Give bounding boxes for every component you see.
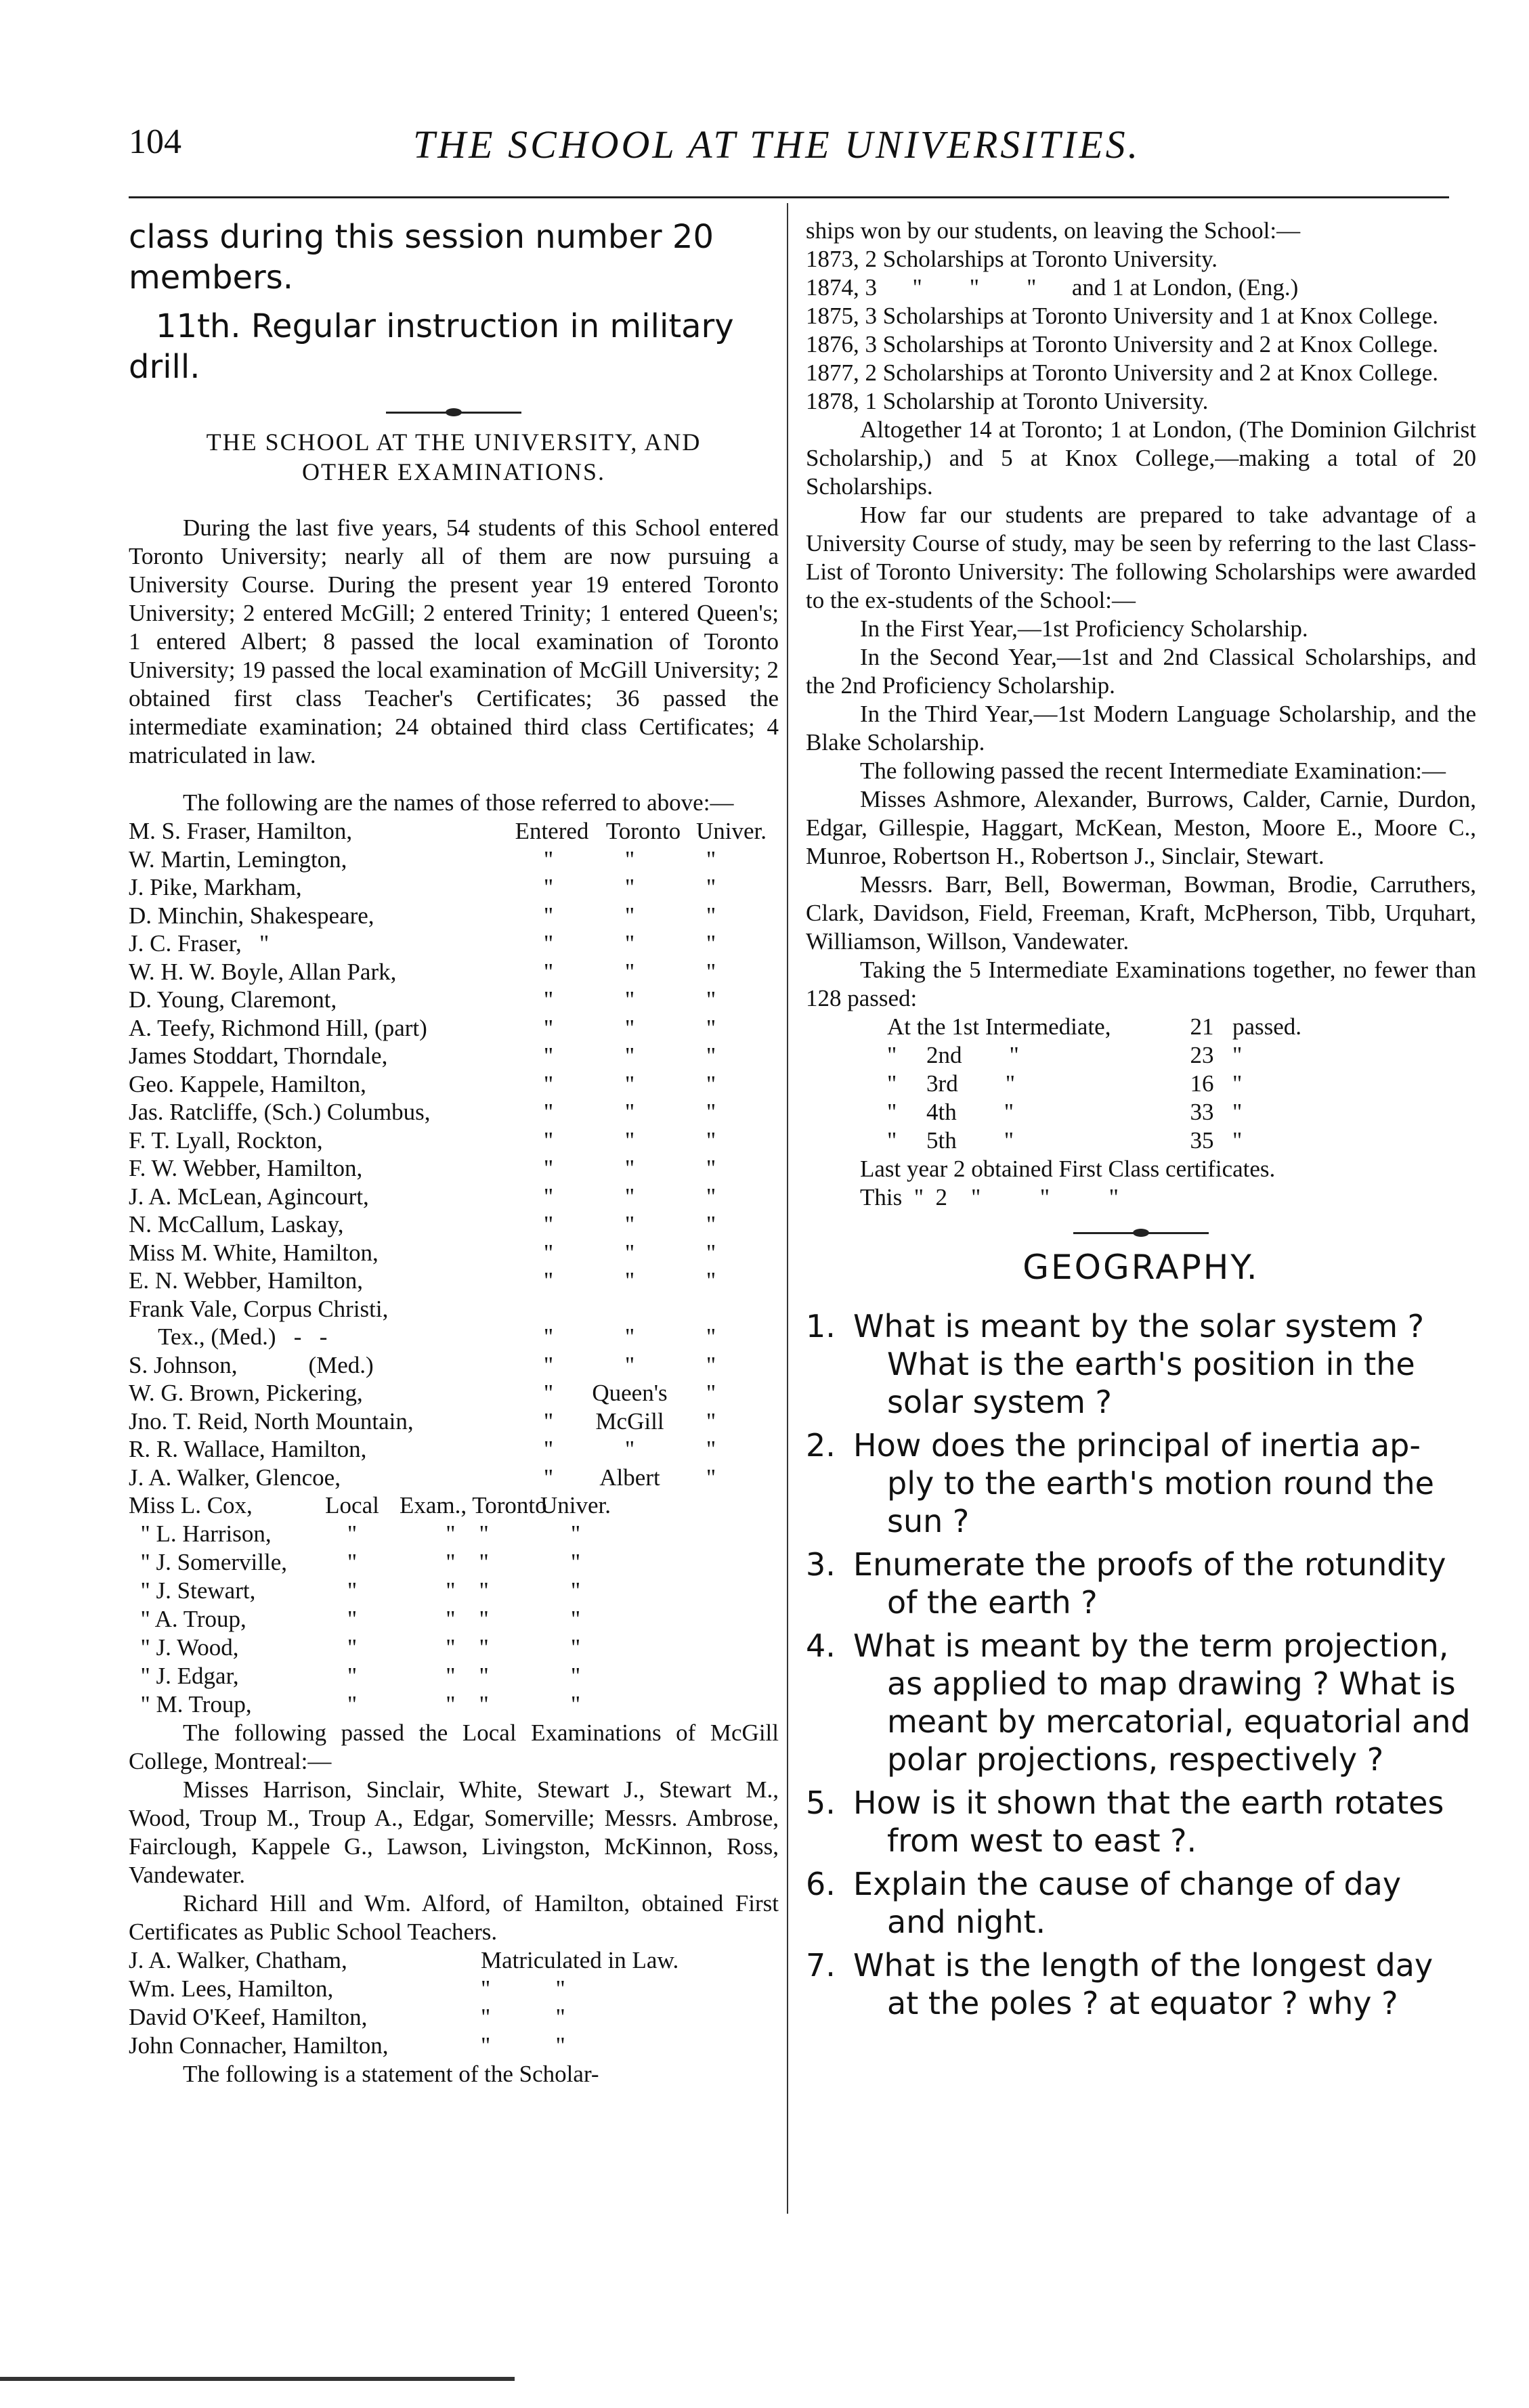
roster-university: " bbox=[706, 930, 716, 957]
roster-row bbox=[129, 1267, 779, 1295]
roster-university: " bbox=[706, 1155, 716, 1181]
roster-university: " bbox=[706, 1043, 716, 1069]
roster-institution: " bbox=[624, 1099, 635, 1125]
local-exam-cell: " " bbox=[446, 1520, 489, 1547]
roster-university: " bbox=[706, 986, 716, 1013]
roster-university bbox=[670, 1295, 752, 1323]
paragraph-five-years: During the last five years, 54 students of this School entered Toronto University; nearly all of them are now pursuing a University Course. During the present year 19 entered Toronto University; 2 entered McGill; 2 entered Trinity; 1 entered Queen's; 1 entered Albert; 8 passed the local examination of Toronto University; 19 passed the local examination of McGill University; 2 obtained first class Teacher's Certificates; 36 passed the intermediate examination; 24 obtained third class Certificates; 4 matriculated in law. bbox=[129, 515, 779, 768]
roster-status: " bbox=[543, 1351, 554, 1378]
law-status: " " bbox=[481, 2004, 565, 2030]
paragraph-misses: Misses Ashmore, Alexander, Burrows, Calder, Carnie, Durdon, Edgar, Gillespie, Haggart, McKean, Meston, Moore E., Moore C., Munroe, Robertson H., Robertson J., Sinclair, Stewart. bbox=[806, 786, 1476, 869]
running-title: THE SCHOOL AT THE UNIVERSITIES. bbox=[413, 123, 1141, 167]
roster-university: " bbox=[706, 1239, 716, 1266]
question-first-line: Explain the cause of change of day bbox=[853, 1866, 1402, 1902]
ornament-separator-geo bbox=[1073, 1232, 1209, 1234]
question-first-line: Enumerate the proofs of the rotundity bbox=[853, 1546, 1446, 1583]
question-text bbox=[853, 1307, 1476, 1421]
geography-heading: GEOGRAPHY. bbox=[1022, 1248, 1259, 1287]
roster-name: J. A. Walker, Glencoe, bbox=[129, 1464, 341, 1491]
roster-row bbox=[129, 1154, 779, 1183]
law-status: " " bbox=[481, 1975, 565, 2002]
question-continuation: What is the earth's position in the solar system ? bbox=[887, 1346, 1415, 1420]
intermediate-suffix: " bbox=[1232, 1099, 1243, 1125]
intermediate-row bbox=[806, 1098, 1476, 1126]
roster-name: D. Young, Claremont, bbox=[129, 986, 337, 1013]
roster-status: " bbox=[543, 1267, 554, 1294]
intermediate-count: 35 bbox=[1190, 1127, 1214, 1154]
question-continuation: of the earth ? bbox=[887, 1584, 1098, 1621]
roster-row bbox=[129, 873, 779, 902]
roster-name: Frank Vale, Corpus Christi, bbox=[129, 1295, 389, 1322]
left-column bbox=[129, 217, 779, 2088]
local-exam-cell: " M. Troup, bbox=[129, 1691, 252, 1717]
paragraph-second-year: In the Second Year,—1st and 2nd Classical Scholarships, and the 2nd Proficiency Scholarship. bbox=[806, 644, 1476, 699]
paragraph-names-intro: The following are the names of those referred to above:— bbox=[183, 789, 734, 816]
question-first-line: What is meant by the solar system ? bbox=[853, 1308, 1425, 1344]
question-text bbox=[853, 1946, 1476, 2022]
geography-question bbox=[806, 1546, 1476, 1621]
roster-name: E. N. Webber, Hamilton, bbox=[129, 1267, 364, 1294]
law-status: Matriculated in Law. bbox=[481, 1947, 679, 1973]
running-header bbox=[129, 122, 1448, 183]
roster-status: Entered bbox=[515, 818, 589, 844]
paragraph-messrs: Messrs. Barr, Bell, Bowerman, Bowman, Brodie, Carruthers, Clark, Davidson, Field, Freeman, Kraft, McPherson, Tibb, Urquhart, Williamson, Willson, Vandewater. bbox=[806, 871, 1476, 955]
local-exam-cell: " bbox=[347, 1663, 358, 1689]
question-number: 5. bbox=[806, 1785, 836, 1821]
page-number: 104 bbox=[129, 123, 181, 161]
roster-status: " bbox=[543, 874, 554, 900]
intermediate-row bbox=[806, 1070, 1476, 1098]
roster-institution: Queen's bbox=[592, 1380, 668, 1406]
roster-university: Univer. bbox=[695, 818, 767, 844]
roster-row bbox=[129, 1042, 779, 1070]
paragraph-scholar-statement: The following is a statement of the Scholar- bbox=[183, 2061, 599, 2087]
roster-row bbox=[129, 1070, 779, 1099]
roster-name: F. W. Webber, Hamilton, bbox=[129, 1155, 363, 1181]
roster-institution: " bbox=[624, 986, 635, 1013]
question-number: 7. bbox=[806, 1947, 836, 1984]
local-exam-row bbox=[129, 1548, 779, 1577]
paragraph-third-year: In the Third Year,—1st Modern Language Scholarship, and the Blake Scholarship. bbox=[806, 701, 1476, 756]
roster-row bbox=[129, 1210, 779, 1239]
question-first-line: What is the length of the longest day bbox=[853, 1947, 1434, 1984]
question-continuation: as applied to map drawing ? What is meant by mercatorial, equatorial and polar projections, respectively ? bbox=[887, 1665, 1471, 1778]
question-first-line: How is it shown that the earth rotates bbox=[853, 1785, 1444, 1821]
roster-institution: " bbox=[624, 1070, 635, 1097]
roster-name: Tex., (Med.) - - bbox=[129, 1323, 328, 1350]
intermediate-row bbox=[806, 1041, 1476, 1070]
last-year-line: Last year 2 obtained First Class certificates. bbox=[860, 1156, 1276, 1182]
roster-name: R. R. Wallace, Hamilton, bbox=[129, 1436, 367, 1462]
question-text bbox=[853, 1865, 1476, 1941]
roster-university: " bbox=[706, 1267, 716, 1294]
local-exam-cell: " " bbox=[446, 1663, 489, 1689]
question-continuation: and night. bbox=[887, 1904, 1046, 1940]
roster-university: " bbox=[706, 1211, 716, 1238]
intermediate-label: " 5th " bbox=[887, 1127, 1014, 1154]
roster-institution: " bbox=[624, 1267, 635, 1294]
paragraph-first-year: In the First Year,—1st Proficiency Scholarship. bbox=[860, 615, 1308, 642]
roster-university: " bbox=[706, 1323, 716, 1350]
question-number: 6. bbox=[806, 1866, 836, 1902]
local-exam-cell: " bbox=[347, 1549, 358, 1575]
roster-name: S. Johnson, (Med.) bbox=[129, 1351, 374, 1378]
roster-university: " bbox=[706, 1099, 716, 1125]
roster-status: " bbox=[543, 1407, 554, 1435]
local-exam-cell: " A. Troup, bbox=[129, 1606, 246, 1632]
roster-row bbox=[129, 817, 779, 846]
geography-question bbox=[806, 1946, 1476, 2022]
law-name: J. A. Walker, Chatham, bbox=[129, 1947, 347, 1973]
intermediate-suffix: " bbox=[1232, 1127, 1243, 1154]
roster-status: " bbox=[543, 986, 554, 1013]
roster-university: " bbox=[706, 1014, 716, 1041]
roster-institution: " bbox=[624, 1436, 635, 1462]
paragraph-intermediate-intro: The following passed the recent Intermediate Examination:— bbox=[860, 758, 1446, 784]
roster-university: " bbox=[706, 1070, 716, 1097]
roster-university: " bbox=[706, 1464, 716, 1491]
roster-university: " bbox=[706, 1351, 716, 1378]
roster-institution: Toronto bbox=[605, 818, 681, 844]
roster-row bbox=[129, 1014, 779, 1043]
scholarship-line: 1875, 3 Scholarships at Toronto University and 1 at Knox College. bbox=[806, 303, 1439, 329]
roster-university: " bbox=[706, 874, 716, 900]
section-heading bbox=[129, 427, 779, 487]
geography-question bbox=[806, 1426, 1476, 1540]
local-exam-roster bbox=[129, 1491, 779, 1719]
roster-status: " bbox=[543, 846, 554, 873]
roster-institution: " bbox=[624, 1323, 635, 1350]
roster-name: A. Teefy, Richmond Hill, (part) bbox=[129, 1014, 427, 1041]
roster-status: " bbox=[543, 958, 554, 985]
roster-institution: Albert bbox=[599, 1464, 660, 1491]
local-exam-cell: " J. Wood, bbox=[129, 1634, 239, 1661]
roster-row bbox=[129, 1295, 779, 1323]
law-row bbox=[129, 2032, 779, 2060]
local-exam-cell: " bbox=[570, 1663, 581, 1689]
roster-row bbox=[129, 1183, 779, 1211]
local-exam-cell: " J. Somerville, bbox=[129, 1549, 287, 1575]
question-text bbox=[853, 1784, 1476, 1860]
paragraph-altogether: Altogether 14 at Toronto; 1 at London, (The Dominion Gilchrist Scholarship,) and 5 at Knox College,—making a total of 20 Scholarships. bbox=[806, 416, 1476, 500]
roster-status: " bbox=[543, 930, 554, 957]
roster-status: " bbox=[543, 1436, 554, 1462]
intermediate-table bbox=[806, 1013, 1476, 1155]
question-text bbox=[853, 1426, 1476, 1540]
this-year-line: This " 2 " " " bbox=[860, 1184, 1119, 1210]
roster-institution: " bbox=[624, 1014, 635, 1041]
roster-university: " bbox=[706, 1126, 716, 1154]
intermediate-suffix: passed. bbox=[1232, 1013, 1302, 1040]
local-exam-cell: " bbox=[570, 1549, 581, 1575]
question-continuation: at the poles ? at equator ? why ? bbox=[887, 1985, 1398, 2021]
roster-name: W. Martin, Lemington, bbox=[129, 846, 347, 873]
roster-name: M. S. Fraser, Hamilton, bbox=[129, 818, 353, 844]
header-rule bbox=[129, 196, 1449, 198]
geography-question bbox=[806, 1627, 1476, 1778]
roster-name: W. G. Brown, Pickering, bbox=[129, 1380, 363, 1406]
intermediate-row bbox=[806, 1013, 1476, 1041]
local-exam-cell: " bbox=[570, 1520, 581, 1547]
roster-institution: " bbox=[624, 1183, 635, 1210]
local-exam-cell: Local bbox=[325, 1492, 379, 1518]
question-first-line: What is meant by the term projection, bbox=[853, 1627, 1449, 1664]
right-column bbox=[806, 217, 1476, 2028]
roster-name: J. Pike, Markham, bbox=[129, 874, 302, 900]
roster-row bbox=[129, 1323, 779, 1351]
local-exam-row bbox=[129, 1690, 779, 1719]
intermediate-suffix: " bbox=[1232, 1042, 1243, 1068]
question-number: 4. bbox=[806, 1627, 836, 1664]
roster-university: " bbox=[706, 846, 716, 873]
roster-status: " bbox=[543, 1014, 554, 1041]
roster-row bbox=[129, 1464, 779, 1492]
roster-institution: " bbox=[624, 1126, 635, 1154]
question-text bbox=[853, 1546, 1476, 1621]
section-heading-line-2: OTHER EXAMINATIONS. bbox=[302, 458, 605, 485]
local-exam-row bbox=[129, 1662, 779, 1690]
roster-row bbox=[129, 902, 779, 930]
roster-row bbox=[129, 1407, 779, 1436]
local-exam-cell: " bbox=[570, 1691, 581, 1717]
roster-institution: " bbox=[624, 1155, 635, 1181]
roster-name: N. McCallum, Laskay, bbox=[129, 1211, 344, 1238]
roster-status: " bbox=[543, 1380, 554, 1406]
roster-row bbox=[129, 1098, 779, 1126]
roster-institution: " bbox=[624, 874, 635, 900]
roster-institution: " bbox=[624, 902, 635, 929]
local-exam-cell: Miss L. Cox, bbox=[129, 1492, 253, 1518]
scholarship-line: 1876, 3 Scholarships at Toronto University and 2 at Knox College. bbox=[806, 331, 1439, 357]
roster-status: " bbox=[543, 1155, 554, 1181]
law-roster bbox=[129, 1946, 779, 2060]
geography-question bbox=[806, 1784, 1476, 1860]
roster-institution bbox=[589, 1295, 670, 1323]
roster-institution: McGill bbox=[595, 1407, 664, 1435]
question-text bbox=[853, 1627, 1476, 1778]
roster-name: James Stoddart, Thorndale, bbox=[129, 1043, 388, 1069]
roster-name: Geo. Kappele, Hamilton, bbox=[129, 1070, 366, 1097]
roster-name: W. H. W. Boyle, Allan Park, bbox=[129, 958, 397, 985]
local-exam-cell: " " bbox=[446, 1634, 489, 1661]
roster-row bbox=[129, 986, 779, 1014]
law-name: Wm. Lees, Hamilton, bbox=[129, 1975, 334, 2002]
bottom-rule bbox=[0, 2377, 515, 2381]
roster-institution: " bbox=[624, 846, 635, 873]
ornament-separator bbox=[386, 412, 521, 414]
roster-university: " bbox=[706, 958, 716, 985]
intermediate-label: At the 1st Intermediate, bbox=[887, 1013, 1111, 1040]
roster-name: D. Minchin, Shakespeare, bbox=[129, 902, 374, 929]
law-name: John Connacher, Hamilton, bbox=[129, 2032, 389, 2059]
roster-institution: " bbox=[624, 1351, 635, 1378]
question-continuation: ply to the earth's motion round the sun ? bbox=[887, 1465, 1434, 1539]
local-exam-cell: " " bbox=[446, 1606, 489, 1632]
paragraph-mcgill-local: The following passed the Local Examinations of McGill College, Montreal:— bbox=[129, 1720, 779, 1774]
intermediate-count: 16 bbox=[1190, 1070, 1214, 1097]
law-row bbox=[129, 2003, 779, 2032]
local-exam-cell: " J. Edgar, bbox=[129, 1663, 239, 1689]
roster-row bbox=[129, 1351, 779, 1380]
paragraph-taking: Taking the 5 Intermediate Examinations together, no fewer than 128 passed: bbox=[806, 957, 1476, 1011]
intermediate-row bbox=[806, 1126, 1476, 1155]
roster-status: " bbox=[543, 1183, 554, 1210]
roster-status: " bbox=[543, 1070, 554, 1097]
intro-line: class during this session number 20 members. bbox=[129, 218, 714, 297]
scholarship-line: 1878, 1 Scholarship at Toronto University. bbox=[806, 388, 1209, 414]
intermediate-label: " 2nd " bbox=[887, 1042, 1019, 1068]
intermediate-count: 21 bbox=[1190, 1013, 1214, 1040]
roster-university: " bbox=[706, 1183, 716, 1210]
local-exam-row bbox=[129, 1520, 779, 1548]
local-exam-cell: " bbox=[347, 1577, 358, 1604]
local-exam-cell: " bbox=[347, 1691, 358, 1717]
roster-name: F. T. Lyall, Rockton, bbox=[129, 1126, 323, 1154]
local-exam-cell: " " bbox=[446, 1691, 489, 1717]
roster-university: " bbox=[706, 1407, 716, 1435]
law-row bbox=[129, 1946, 779, 1975]
paragraph-mcgill-names: Misses Harrison, Sinclair, White, Stewart J., Stewart M., Wood, Troup M., Troup A., Edgar, Somerville; Messrs. Ambrose, Fairclough, Kappele G., Lawson, Livingston, McKinnon, Ross, Vandewater. bbox=[129, 1776, 779, 1888]
roster-name: Miss M. White, Hamilton, bbox=[129, 1239, 379, 1266]
law-status: " " bbox=[481, 2032, 565, 2059]
roster-status: " bbox=[543, 1239, 554, 1266]
local-exam-cell: " L. Harrison, bbox=[129, 1520, 272, 1547]
local-exam-row bbox=[129, 1577, 779, 1605]
local-exam-cell: " bbox=[570, 1634, 581, 1661]
law-row bbox=[129, 1975, 779, 2003]
section-heading-line-1: THE SCHOOL AT THE UNIVERSITY, AND bbox=[206, 429, 702, 456]
roster-status bbox=[508, 1295, 589, 1323]
local-exam-cell: " " bbox=[446, 1577, 489, 1604]
intermediate-suffix: " bbox=[1232, 1070, 1243, 1097]
entered-roster bbox=[129, 817, 779, 1491]
roster-row bbox=[129, 929, 779, 958]
roster-status: " bbox=[543, 1099, 554, 1125]
roster-row bbox=[129, 1126, 779, 1155]
question-number: 2. bbox=[806, 1427, 836, 1464]
roster-row bbox=[129, 1379, 779, 1407]
roster-university: " bbox=[706, 1436, 716, 1462]
scholarship-list bbox=[806, 245, 1476, 416]
roster-institution: " bbox=[624, 1043, 635, 1069]
roster-status: " bbox=[543, 1043, 554, 1069]
roster-row bbox=[129, 1239, 779, 1267]
local-exam-cell: " J. Stewart, bbox=[129, 1577, 256, 1604]
roster-status: " bbox=[543, 902, 554, 929]
roster-status: " bbox=[543, 1464, 554, 1491]
scholarship-line: 1874, 3 " " " and 1 at London, (Eng.) bbox=[806, 274, 1299, 301]
local-exam-row bbox=[129, 1491, 779, 1520]
roster-status: " bbox=[543, 1126, 554, 1154]
intermediate-count: 33 bbox=[1190, 1099, 1214, 1125]
question-continuation: from west to east ?. bbox=[887, 1822, 1197, 1859]
local-exam-cell: " bbox=[570, 1606, 581, 1632]
roster-status: " bbox=[543, 1323, 554, 1350]
item-11: 11th. Regular instruction in military drill. bbox=[129, 307, 734, 386]
column-divider bbox=[787, 203, 788, 2214]
roster-name: J. C. Fraser, " bbox=[129, 930, 270, 957]
roster-university: " bbox=[706, 902, 716, 929]
scholarship-continuation: ships won by our students, on leaving the School:— bbox=[806, 217, 1301, 244]
question-number: 1. bbox=[806, 1308, 836, 1344]
local-exam-cell: " bbox=[570, 1577, 581, 1604]
paragraph-how-far: How far our students are prepared to take advantage of a University Course of study, may be seen by referring to the last Class-List of Toronto University: The following Scholarships were awarded to the ex-students of the School:— bbox=[806, 502, 1476, 613]
intermediate-label: " 4th " bbox=[887, 1099, 1014, 1125]
roster-university: " bbox=[706, 1380, 716, 1406]
intermediate-count: 23 bbox=[1190, 1042, 1214, 1068]
local-exam-row bbox=[129, 1634, 779, 1662]
local-exam-cell: Univer. bbox=[540, 1492, 611, 1518]
roster-institution: " bbox=[624, 1239, 635, 1266]
local-exam-cell: " bbox=[347, 1634, 358, 1661]
roster-row bbox=[129, 1435, 779, 1464]
local-exam-cell: " " bbox=[446, 1549, 489, 1575]
law-name: David O'Keef, Hamilton, bbox=[129, 2004, 368, 2030]
intermediate-label: " 3rd " bbox=[887, 1070, 1015, 1097]
roster-row bbox=[129, 846, 779, 874]
question-number: 3. bbox=[806, 1546, 836, 1583]
scholarship-line: 1877, 2 Scholarships at Toronto University and 2 at Knox College. bbox=[806, 359, 1439, 386]
local-exam-row bbox=[129, 1605, 779, 1634]
paragraph-first-certificates: Richard Hill and Wm. Alford, of Hamilton, obtained First Certificates as Public School Teachers. bbox=[129, 1890, 779, 1945]
roster-institution: " bbox=[624, 1211, 635, 1238]
roster-status: " bbox=[543, 1211, 554, 1238]
local-exam-cell: " bbox=[347, 1520, 358, 1547]
local-exam-cell: Exam., Toronto bbox=[400, 1492, 547, 1518]
roster-name: Jno. T. Reid, North Mountain, bbox=[129, 1407, 414, 1435]
roster-institution: " bbox=[624, 930, 635, 957]
geography-questions bbox=[806, 1307, 1476, 2022]
roster-institution: " bbox=[624, 958, 635, 985]
geography-question bbox=[806, 1865, 1476, 1941]
geography-question bbox=[806, 1307, 1476, 1421]
question-first-line: How does the principal of inertia ap- bbox=[853, 1427, 1421, 1464]
scholarship-line: 1873, 2 Scholarships at Toronto University. bbox=[806, 246, 1218, 272]
roster-row bbox=[129, 958, 779, 986]
roster-name: Jas. Ratcliffe, (Sch.) Columbus, bbox=[129, 1099, 431, 1125]
local-exam-cell: " bbox=[347, 1606, 358, 1632]
roster-name: J. A. McLean, Agincourt, bbox=[129, 1183, 369, 1210]
